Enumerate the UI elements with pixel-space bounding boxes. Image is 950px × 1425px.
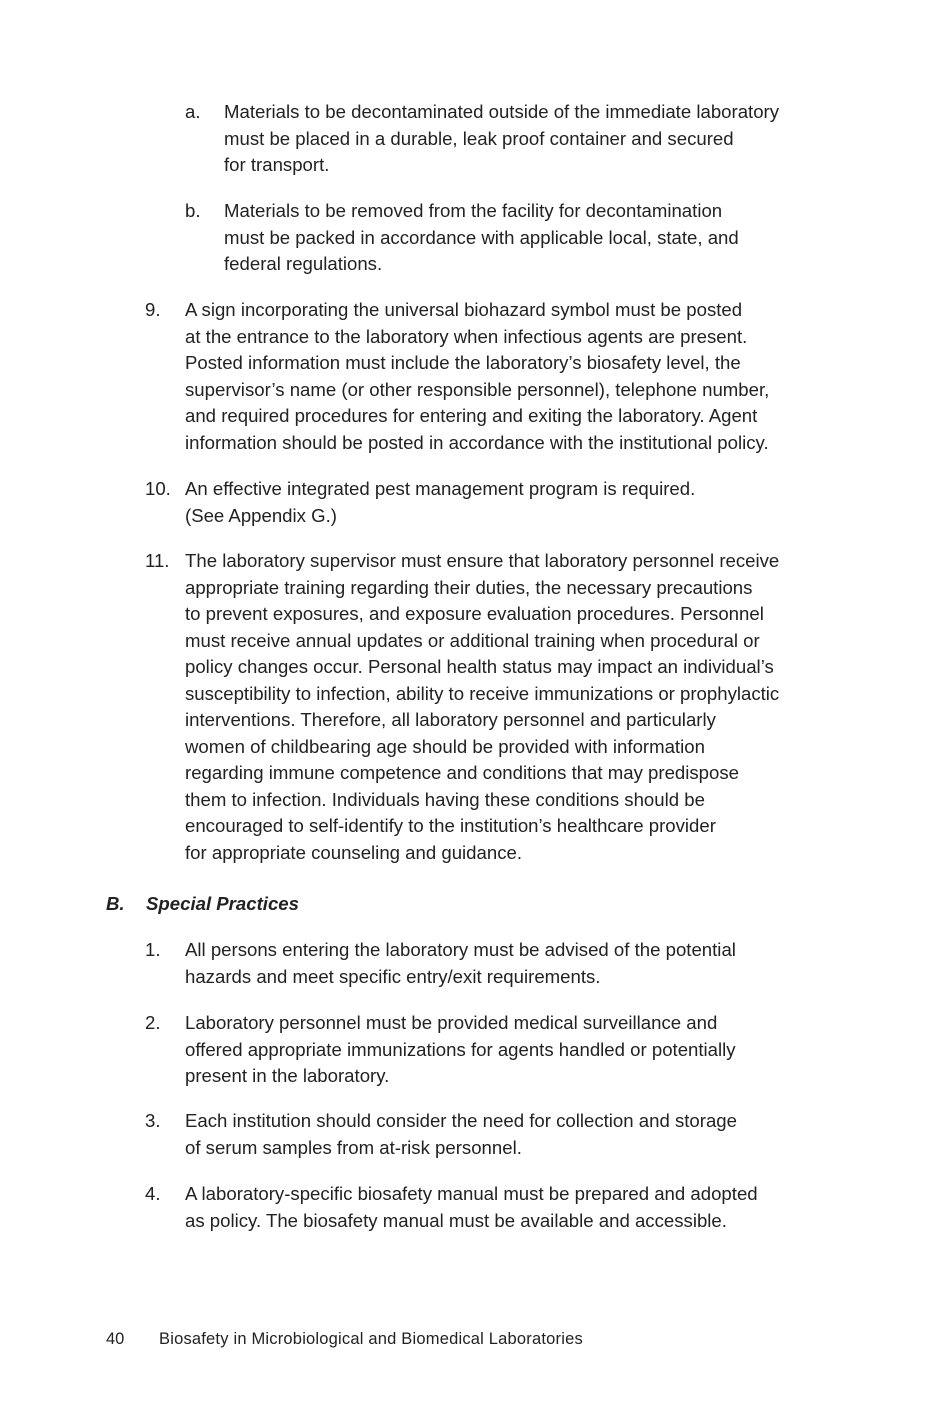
list-item-label: 9. bbox=[145, 299, 161, 320]
list-item-text: A laboratory-specific biosafety manual must be prepared and adopted as policy. The biosafety manual must be available and accessible. bbox=[185, 1183, 758, 1231]
footer-title: Biosafety in Microbiological and Biomedical Laboratories bbox=[159, 1330, 583, 1348]
list-item-text: Laboratory personnel must be provided medical surveillance and offered appropriate immunizations for agents handled or potentially present in the laboratory. bbox=[185, 1012, 736, 1086]
list-item-label: 4. bbox=[145, 1183, 161, 1204]
list-item-text: Each institution should consider the need for collection and storage of serum samples from at-risk personnel. bbox=[185, 1110, 737, 1158]
list-item-label: 2. bbox=[145, 1012, 161, 1033]
list-item-text: An effective integrated pest management program is required. (See Appendix G.) bbox=[185, 478, 696, 526]
list-item-text: The laboratory supervisor must ensure that laboratory personnel receive appropriate training regarding their duties, the necessary precautions to prevent exposures, and exposure evaluation procedures. Personnel must receive annual updates or additional training when procedural or policy changes occur. Personal health status may impact an individual’s susceptibility to infection, ability to receive immunizations or prophylactic interventions. Therefore, all laboratory personnel and particularly women of childbearing age should be provided with information regarding immune competence and conditions that may predispose them to infection. Individuals having these conditions should be encouraged to self-identify to the institution’s healthcare provider for appropriate counseling and guidance. bbox=[185, 550, 780, 863]
list-item-label: 3. bbox=[145, 1110, 161, 1131]
page-number: 40 bbox=[106, 1330, 125, 1348]
list-item-label: b. bbox=[185, 200, 201, 221]
list-item-text: A sign incorporating the universal biohazard symbol must be posted at the entrance to the laboratory when infectious agents are present. Posted information must include the laboratory’s biosafety level, the supervisor’s name (or other responsible personnel), telephone number, and required procedures for entering and exiting the laboratory. Agent information should be posted in accordance with the institutional policy. bbox=[185, 299, 770, 453]
list-item-text: Materials to be removed from the facility for decontamination must be packed in accordance with applicable local, state, and federal regulations. bbox=[224, 200, 739, 274]
list-item-label: a. bbox=[185, 101, 201, 122]
list-item-label: 10. bbox=[145, 478, 171, 499]
list-item-text: Materials to be decontaminated outside of the immediate laboratory must be placed in a durable, leak proof container and secured for transport. bbox=[224, 101, 780, 175]
section-label: B. bbox=[106, 893, 125, 914]
list-item-label: 11. bbox=[145, 550, 170, 571]
list-item-text: All persons entering the laboratory must be advised of the potential hazards and meet specific entry/exit requirements. bbox=[185, 939, 736, 987]
section-title: Special Practices bbox=[146, 893, 299, 914]
list-item-label: 1. bbox=[145, 939, 161, 960]
